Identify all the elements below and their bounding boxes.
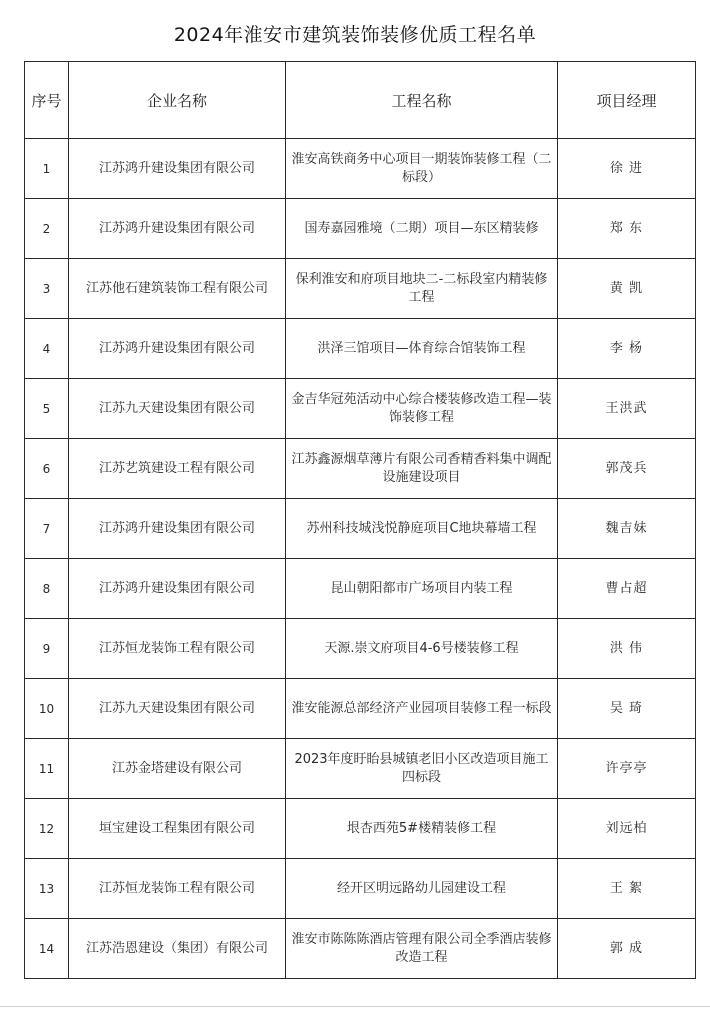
table-row [25, 619, 696, 679]
row-project: 淮安能源总部经济产业园项目装修工程一标段 [286, 679, 558, 739]
row-project: 江苏鑫源烟草薄片有限公司香精香料集中调配设施建设项目 [286, 439, 558, 499]
row-manager: 刘远柏 [558, 799, 696, 859]
row-company: 垣宝建设工程集团有限公司 [69, 799, 286, 859]
row-index: 6 [25, 439, 69, 499]
row-project: 天源.崇文府项目4-6号楼装修工程 [286, 619, 558, 679]
table-row [25, 859, 696, 919]
table-row [25, 379, 696, 439]
table-row [25, 679, 696, 739]
table-header-row [25, 62, 696, 139]
row-company: 江苏鸿升建设集团有限公司 [69, 559, 286, 619]
header-index: 序号 [25, 62, 69, 139]
row-index: 4 [25, 319, 69, 379]
row-manager: 吴 琦 [558, 679, 696, 739]
row-company: 江苏鸿升建设集团有限公司 [69, 499, 286, 559]
row-manager: 黄 凯 [558, 259, 696, 319]
row-project: 淮安市陈陈陈酒店管理有限公司全季酒店装修改造工程 [286, 919, 558, 979]
row-manager: 徐 进 [558, 139, 696, 199]
table-row [25, 919, 696, 979]
table-row [25, 259, 696, 319]
row-manager: 王 絮 [558, 859, 696, 919]
table-row [25, 439, 696, 499]
row-manager: 郑 东 [558, 199, 696, 259]
row-project: 垠杏西苑5#楼精装修工程 [286, 799, 558, 859]
table-row [25, 739, 696, 799]
table-row [25, 319, 696, 379]
row-manager: 洪 伟 [558, 619, 696, 679]
row-company: 江苏鸿升建设集团有限公司 [69, 199, 286, 259]
row-index: 2 [25, 199, 69, 259]
table-row [25, 799, 696, 859]
row-project: 保利淮安和府项目地块二-二标段室内精装修工程 [286, 259, 558, 319]
row-index: 5 [25, 379, 69, 439]
row-index: 8 [25, 559, 69, 619]
row-project: 洪泽三馆项目—体育综合馆装饰工程 [286, 319, 558, 379]
row-index: 3 [25, 259, 69, 319]
table-row [25, 559, 696, 619]
row-index: 9 [25, 619, 69, 679]
row-project: 苏州科技城浅悦静庭项目C地块幕墙工程 [286, 499, 558, 559]
page-title: 2024年淮安市建筑装饰装修优质工程名单 [173, 24, 537, 46]
row-manager: 魏吉妹 [558, 499, 696, 559]
row-company: 江苏金塔建设有限公司 [69, 739, 286, 799]
row-manager: 许亭亭 [558, 739, 696, 799]
row-company: 江苏恒龙装饰工程有限公司 [69, 619, 286, 679]
header-project: 工程名称 [286, 62, 558, 139]
row-company: 江苏鸿升建设集团有限公司 [69, 139, 286, 199]
row-company: 江苏艺筑建设工程有限公司 [69, 439, 286, 499]
row-company: 江苏鸿升建设集团有限公司 [69, 319, 286, 379]
row-index: 12 [25, 799, 69, 859]
row-company: 江苏恒龙装饰工程有限公司 [69, 859, 286, 919]
row-project: 2023年度盱眙县城镇老旧小区改造项目施工四标段 [286, 739, 558, 799]
table-row [25, 139, 696, 199]
row-index: 11 [25, 739, 69, 799]
table-row [25, 499, 696, 559]
row-manager: 李 杨 [558, 319, 696, 379]
row-company: 江苏九天建设集团有限公司 [69, 679, 286, 739]
row-company: 江苏他石建筑装饰工程有限公司 [69, 259, 286, 319]
row-manager: 郭 成 [558, 919, 696, 979]
row-manager: 王洪武 [558, 379, 696, 439]
row-company: 江苏浩恩建设（集团）有限公司 [69, 919, 286, 979]
row-company: 江苏九天建设集团有限公司 [69, 379, 286, 439]
row-project: 淮安高铁商务中心项目一期装饰装修工程（二标段） [286, 139, 558, 199]
row-index: 1 [25, 139, 69, 199]
header-manager: 项目经理 [558, 62, 696, 139]
row-manager: 郭茂兵 [558, 439, 696, 499]
table-row [25, 199, 696, 259]
header-company: 企业名称 [69, 62, 286, 139]
row-project: 经开区明远路幼儿园建设工程 [286, 859, 558, 919]
row-manager: 曹占超 [558, 559, 696, 619]
row-index: 14 [25, 919, 69, 979]
row-project: 昆山朝阳都市广场项目内装工程 [286, 559, 558, 619]
row-project: 国寿嘉园雅境（二期）项目—东区精装修 [286, 199, 558, 259]
row-index: 13 [25, 859, 69, 919]
row-project: 金吉华冠苑活动中心综合楼装修改造工程—装饰装修工程 [286, 379, 558, 439]
project-table [24, 61, 696, 979]
row-index: 10 [25, 679, 69, 739]
page-bottom-edge [0, 1006, 710, 1007]
row-index: 7 [25, 499, 69, 559]
